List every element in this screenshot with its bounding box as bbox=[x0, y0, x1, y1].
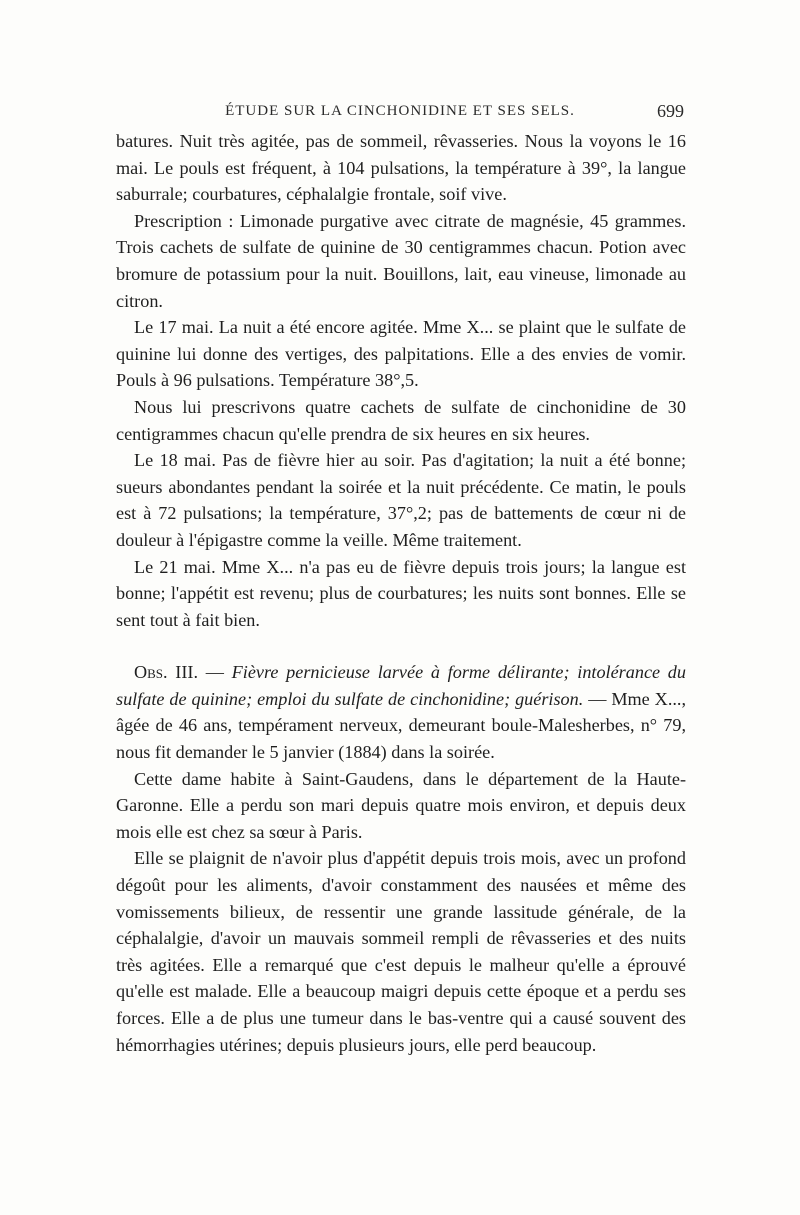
observation-dash: — bbox=[198, 662, 232, 683]
observation-title: Fièvre pernicieuse larvée à forme délirante; intolérance du sulfate de quinine; emploi du sulfate de cinchonidine; guérison. bbox=[116, 662, 686, 709]
paragraph-prescription: Prescription : Limonade purgative avec citrate de magnésie, 45 grammes. Trois cachets de sulfate de quinine de 30 centigrammes chacun. Potion avec bromure de potassium pour la nuit. Bouillons, lait, eau vineuse, limonade au citron. bbox=[116, 210, 686, 311]
paragraph-continuation: batures. Nuit très agitée, pas de sommeil, rêvasseries. Nous la voyons le 16 mai. Le pouls est fréquent, à 104 pulsations, la température à 39°, la langue saburrale; courbatures, céphalalgie frontale, soif vive. bbox=[116, 131, 686, 205]
paragraph-residence: Cette dame habite à Saint-Gaudens, dans le département de la Haute-Garonne. Elle a perdu son mari depuis quatre mois environ, et depuis deux mois elle est chez sa sœur à Paris. bbox=[116, 768, 686, 842]
observation-heading bbox=[116, 659, 686, 765]
observation-title-dash: — bbox=[583, 688, 612, 709]
running-head bbox=[116, 98, 684, 124]
paragraph-may-17: Le 17 mai. La nuit a été encore agitée. Mme X... se plaint que le sulfate de quinine lui donne des vertiges, des palpitations. Elle a des envies de vomir. Pouls à 96 pulsations. Température 38°,5. bbox=[116, 317, 686, 391]
paragraph-cinchonidine-prescription: Nous lui prescrivons quatre cachets de sulfate de cinchonidine de 30 centigrammes chacun qu'elle prendra de six heures en six heures. bbox=[116, 396, 686, 444]
paragraph-may-21: Le 21 mai. Mme X... n'a pas eu de fièvre depuis trois jours; la langue est bonne; l'appétit est revenu; plus de courbatures; les nuits sont bonnes. Elle se sent tout à fait bien. bbox=[116, 556, 686, 630]
paragraph-symptoms: Elle se plaignit de n'avoir plus d'appétit depuis trois mois, avec un profond dégoût pour les aliments, d'avoir constamment des nausées et même des vomissements bilieux, de ressentir une grande lassitude générale, de la céphalalgie, d'avoir un mauvais sommeil rempli de rêvasseries et des nuits très agitées. Elle a remarqué que c'est depuis le malheur qu'elle a éprouvé qu'elle est malade. Elle a beaucoup maigri depuis cette époque et a perdu ses forces. Elle a de plus une tumeur dans le bas-ventre qui a causé souvent des hémorrhagies utérines; depuis plusieurs jours, elle perd beaucoup. bbox=[116, 848, 686, 1055]
body-text bbox=[116, 128, 686, 1058]
page-number: 699 bbox=[657, 101, 684, 121]
observation-label: Obs. III. bbox=[134, 662, 199, 683]
running-title: ÉTUDE SUR LA CINCHONIDINE ET SES SELS. bbox=[225, 103, 575, 119]
observation-intro: Mme X..., âgée de 46 ans, tempérament nerveux, demeurant boule-Malesherbes, n° 79, nous fit demander le 5 janvier (1884) dans la soirée. bbox=[116, 688, 687, 763]
paragraph-may-18: Le 18 mai. Pas de fièvre hier au soir. Pas d'agitation; la nuit a été bonne; sueurs abondantes pendant la soirée et la nuit précédente. Ce matin, le pouls est à 72 pulsations; la température, 37°,2; pas de battements de cœur ni de douleur à l'épigastre comme la veille. Même traitement. bbox=[116, 450, 686, 550]
